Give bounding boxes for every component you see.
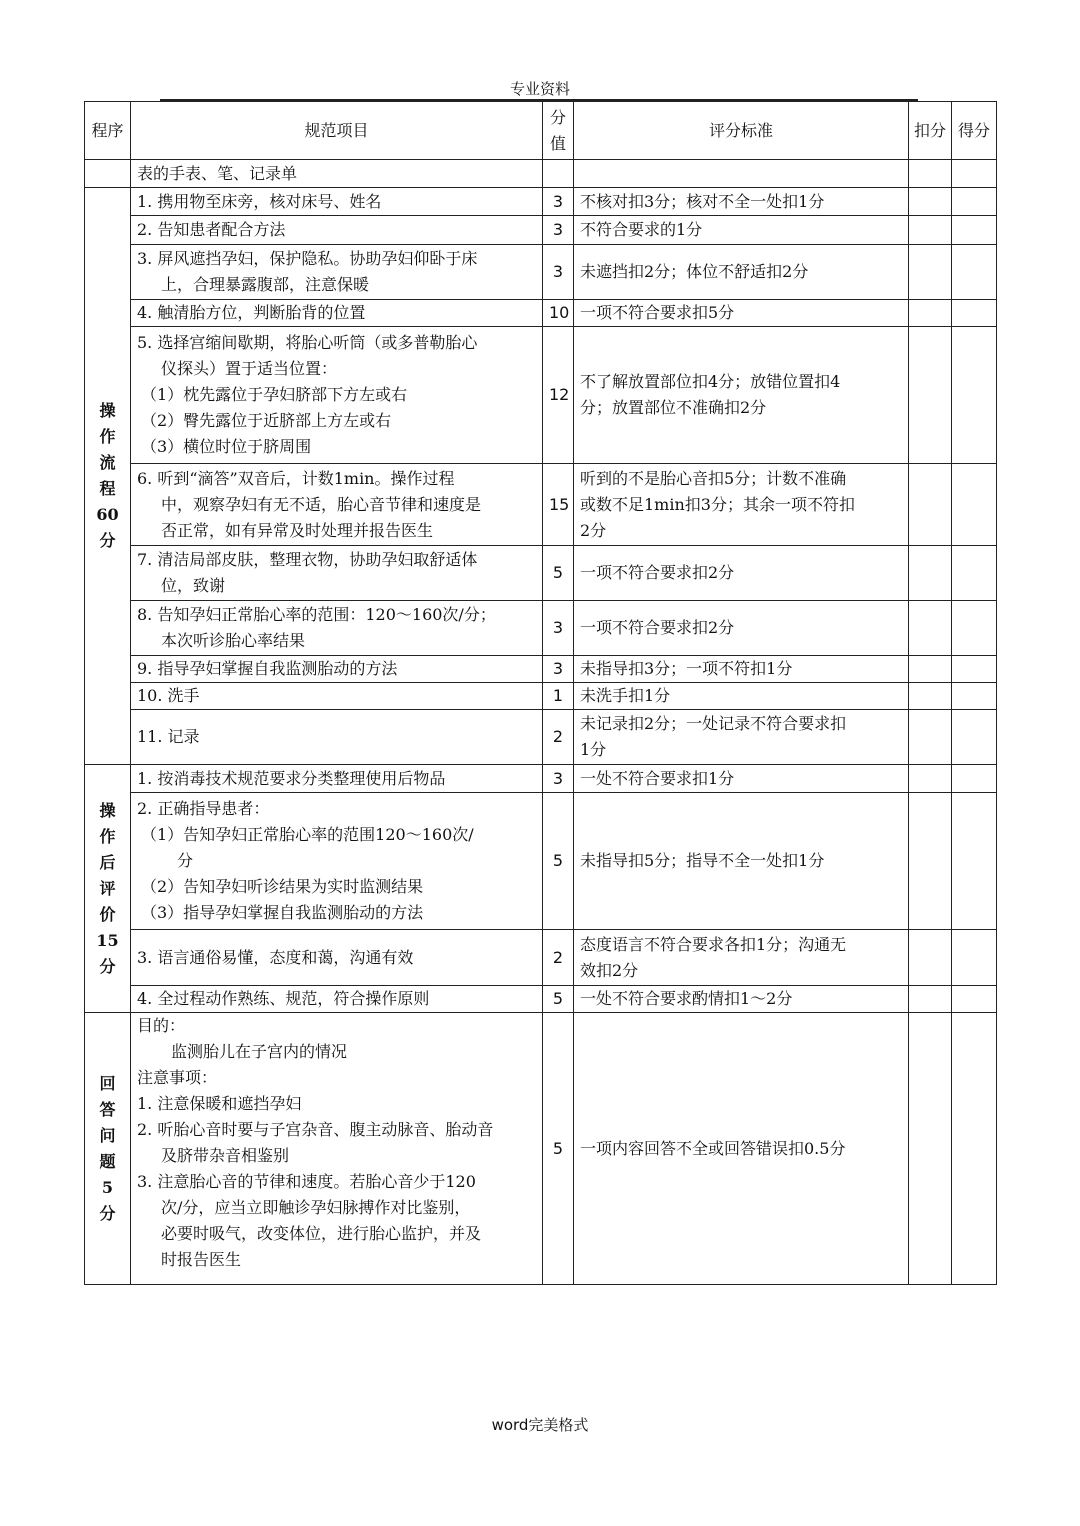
- get-cell: [952, 930, 997, 986]
- text-line: 分: [177, 851, 194, 870]
- get-cell: [952, 245, 997, 300]
- table-row: [85, 546, 997, 601]
- text-line: 态度语言不符合要求各扣1分；沟通无: [580, 934, 847, 954]
- table-row: [85, 1013, 997, 1285]
- item-cell: [131, 710, 543, 765]
- table-row: [85, 930, 997, 986]
- text-line: 1. 注意保暖和遮挡孕妇: [137, 1094, 302, 1113]
- continued-row: [85, 160, 997, 188]
- criteria-cell: [574, 793, 909, 930]
- text-line: 次/分，应当立即触诊孕妇脉搏作对比鉴别，: [161, 1198, 471, 1217]
- text-line: 7. 清洁局部皮肤，整理衣物，协助孕妇取舒适体: [137, 550, 478, 569]
- item-cell: [131, 986, 543, 1013]
- score-cell: 5: [543, 1013, 574, 1285]
- table-row: [85, 683, 997, 710]
- item-cell: [131, 930, 543, 986]
- score-cell: [543, 160, 574, 188]
- text-line: 1. 携用物至床旁，核对床号、姓名: [137, 191, 382, 211]
- text-line: 2. 听胎心音时要与子宫杂音、腹主动脉音、胎动音: [137, 1120, 494, 1139]
- section-answer-label: [85, 1013, 131, 1285]
- item-cell: [131, 464, 543, 546]
- get-cell: [952, 601, 997, 656]
- item-cell: [131, 601, 543, 656]
- get-cell: [952, 683, 997, 710]
- score-cell: 1: [543, 683, 574, 710]
- text-line: 8. 告知孕妇正常胎心率的范围：120～160次/分；: [137, 605, 496, 624]
- text-line: 或数不足1min扣3分；其余一项不符扣: [580, 494, 855, 514]
- criteria-cell: [574, 601, 909, 656]
- table-row: [85, 188, 997, 216]
- section-label-char: 后: [99, 852, 116, 872]
- table-row: [85, 710, 997, 765]
- section-label-char: 题: [99, 1151, 116, 1171]
- section-label-char: 评: [99, 878, 116, 898]
- text-line: 3. 注意胎心音的节律和速度。若胎心音少于120: [137, 1172, 476, 1191]
- text-line: 2分: [580, 520, 607, 540]
- score-cell: 5: [543, 986, 574, 1013]
- section-label-char: 作: [99, 427, 116, 446]
- text-line: 时报告医生: [161, 1250, 242, 1269]
- item-cell: [131, 216, 543, 245]
- criteria-cell: [574, 464, 909, 546]
- text-line: 仪探头）置于适当位置：: [161, 359, 338, 378]
- deduct-cell: [909, 160, 952, 188]
- deduct-cell: [909, 327, 952, 464]
- col-score: [543, 102, 574, 160]
- text-line: （1）告知孕妇正常胎心率的范围120～160次/: [141, 825, 474, 844]
- text-line: （2）臀先露位于近脐部上方左或右: [141, 411, 392, 430]
- text-line: 6. 听到“滴答”双音后，计数1min。操作过程: [137, 468, 455, 488]
- section-label-char: 程: [99, 479, 116, 498]
- col-item: 规范项目: [131, 102, 543, 160]
- score-cell: 2: [543, 930, 574, 986]
- criteria-cell: [574, 160, 909, 188]
- table-row: [85, 986, 997, 1013]
- item-cell: [131, 656, 543, 683]
- text-line: 11. 记录: [137, 727, 200, 746]
- deduct-cell: [909, 1013, 952, 1285]
- deduct-cell: [909, 546, 952, 601]
- table-row: [85, 601, 997, 656]
- section-label-char: 回: [99, 1073, 116, 1093]
- col-score-line1: 分: [549, 107, 566, 127]
- item-cell: [131, 765, 543, 793]
- criteria-cell: [574, 546, 909, 601]
- section-label-char: 作: [99, 826, 116, 846]
- score-cell: 3: [543, 656, 574, 683]
- criteria-cell: [574, 765, 909, 793]
- get-cell: [952, 710, 997, 765]
- criteria-cell: [574, 188, 909, 216]
- col-program: 程序: [85, 102, 131, 160]
- text-line: 本次听诊胎心率结果: [161, 631, 306, 650]
- text-line: 未指导扣5分；指导不全一处扣1分: [580, 851, 825, 870]
- header-row: [85, 102, 997, 160]
- text-line: 2. 告知患者配合方法: [137, 220, 286, 239]
- text-line: （3）指导孕妇掌握自我监测胎动的方法: [141, 903, 424, 922]
- item-cell: [131, 300, 543, 327]
- deduct-cell: [909, 656, 952, 683]
- text-line: 注意事项：: [137, 1068, 218, 1087]
- col-deduct: 扣分: [909, 102, 952, 160]
- deduct-cell: [909, 601, 952, 656]
- section-label-char: 流: [99, 453, 116, 472]
- score-cell: 2: [543, 710, 574, 765]
- get-cell: [952, 300, 997, 327]
- text-line: 听到的不是胎心音扣5分；计数不准确: [580, 468, 847, 488]
- text-line: 否正常，如有异常及时处理并报告医生: [161, 520, 434, 540]
- get-cell: [952, 160, 997, 188]
- score-cell: 3: [543, 765, 574, 793]
- criteria-cell: [574, 683, 909, 710]
- text-line: （2）告知孕妇听诊结果为实时监测结果: [141, 877, 424, 896]
- text-line: 未记录扣2分；一处记录不符合要求扣: [580, 714, 847, 733]
- text-line: 目的：: [137, 1016, 186, 1035]
- item-cell: [131, 683, 543, 710]
- text-line: 一处不符合要求酌情扣1～2分: [580, 989, 793, 1008]
- score-cell: 5: [543, 546, 574, 601]
- text-line: 上，合理暴露腹部，注意保暖: [161, 275, 370, 294]
- criteria-cell: [574, 656, 909, 683]
- section-label-char: 分: [99, 1203, 116, 1223]
- table-row: [85, 464, 997, 546]
- program-cell: [85, 160, 131, 188]
- get-cell: [952, 656, 997, 683]
- deduct-cell: [909, 216, 952, 245]
- text-line: （3）横位时位于脐周围: [141, 437, 312, 456]
- text-line: 未遮挡扣2分；体位不舒适扣2分: [580, 262, 809, 281]
- score-cell: 3: [543, 188, 574, 216]
- text-line: （1）枕先露位于孕妇脐部下方左或右: [141, 385, 408, 404]
- deduct-cell: [909, 986, 952, 1013]
- deduct-cell: [909, 765, 952, 793]
- criteria-cell: [574, 300, 909, 327]
- item-cell: [131, 546, 543, 601]
- get-cell: [952, 765, 997, 793]
- score-cell: 3: [543, 601, 574, 656]
- text-line: 未洗手扣1分: [580, 686, 671, 705]
- get-cell: [952, 327, 997, 464]
- score-cell: 15: [543, 464, 574, 546]
- criteria-cell: [574, 710, 909, 765]
- get-cell: [952, 546, 997, 601]
- text-line: 必要时吸气，改变体位，进行胎心监护，并及: [161, 1224, 482, 1243]
- text-line: 分；放置部位不准确扣2分: [580, 398, 767, 417]
- col-score-line2: 值: [549, 133, 566, 153]
- table-row: [85, 245, 997, 300]
- text-line: 2. 正确指导患者：: [137, 799, 270, 818]
- deduct-cell: [909, 188, 952, 216]
- section-operate-label: [85, 188, 131, 765]
- get-cell: [952, 793, 997, 930]
- section-label-char: 5: [101, 1177, 114, 1197]
- section-label-char: 操: [99, 401, 116, 420]
- col-criteria: 评分标准: [574, 102, 909, 160]
- score-cell: 10: [543, 300, 574, 327]
- item-cell: 表的手表、笔、记录单: [131, 160, 543, 188]
- deduct-cell: [909, 245, 952, 300]
- section-label-char: 60: [96, 505, 119, 524]
- item-cell: [131, 1013, 543, 1285]
- item-cell: [131, 327, 543, 464]
- text-line: 未指导扣3分；一项不符扣1分: [580, 659, 793, 678]
- col-get: 得分: [952, 102, 997, 160]
- text-line: 位，致谢: [161, 576, 226, 595]
- table-row: [85, 656, 997, 683]
- table-row: [85, 300, 997, 327]
- section-label-char: 15: [96, 930, 119, 950]
- item-cell: [131, 793, 543, 930]
- criteria-cell: [574, 930, 909, 986]
- criteria-cell: [574, 216, 909, 245]
- text-line: 1分: [580, 740, 607, 759]
- criteria-cell: [574, 1013, 909, 1285]
- text-line: 4. 全过程动作熟练、规范，符合操作原则: [137, 989, 430, 1008]
- table-row: [85, 765, 997, 793]
- get-cell: [952, 464, 997, 546]
- text-line: 9. 指导孕妇掌握自我监测胎动的方法: [137, 659, 398, 678]
- item-cell: [131, 188, 543, 216]
- section-label-char: 价: [99, 904, 116, 924]
- text-line: 不了解放置部位扣4分；放错位置扣4: [580, 372, 841, 391]
- text-line: 效扣2分: [580, 960, 639, 980]
- text-line: 不符合要求的1分: [580, 220, 703, 239]
- text-line: 一项不符合要求扣2分: [580, 618, 735, 637]
- get-cell: [952, 188, 997, 216]
- score-cell: 3: [543, 216, 574, 245]
- text-line: 监测胎儿在子宫内的情况: [171, 1042, 348, 1061]
- score-cell: 3: [543, 245, 574, 300]
- section-label-char: 问: [99, 1125, 116, 1145]
- get-cell: [952, 1013, 997, 1285]
- deduct-cell: [909, 683, 952, 710]
- section-label-char: 答: [99, 1099, 116, 1119]
- deduct-cell: [909, 793, 952, 930]
- score-cell: 12: [543, 327, 574, 464]
- deduct-cell: [909, 710, 952, 765]
- table-row: [85, 216, 997, 245]
- text-line: 一处不符合要求扣1分: [580, 768, 735, 788]
- section-label-char: 分: [99, 531, 116, 550]
- criteria-cell: [574, 986, 909, 1013]
- score-cell: 5: [543, 793, 574, 930]
- text-line: 3. 屏风遮挡孕妇，保护隐私。协助孕妇仰卧于床: [137, 249, 478, 268]
- criteria-cell: [574, 245, 909, 300]
- table-row: [85, 327, 997, 464]
- text-line: 10. 洗手: [137, 686, 200, 705]
- section-label-char: 操: [99, 800, 116, 820]
- text-line: 1. 按消毒技术规范要求分类整理使用后物品: [137, 768, 446, 788]
- get-cell: [952, 986, 997, 1013]
- criteria-cell: [574, 327, 909, 464]
- text-line: 一项不符合要求扣5分: [580, 303, 735, 322]
- text-line: 5. 选择宫缩间歇期，将胎心听筒（或多普勒胎心: [137, 333, 478, 352]
- text-line: 4. 触清胎方位，判断胎背的位置: [137, 303, 366, 322]
- section-after-label: [85, 765, 131, 1013]
- page-footer: word完美格式: [491, 1416, 589, 1434]
- get-cell: [952, 216, 997, 245]
- text-line: 一项不符合要求扣2分: [580, 563, 735, 582]
- deduct-cell: [909, 464, 952, 546]
- page-header: 专业资料: [509, 80, 570, 98]
- text-line: 一项内容回答不全或回答错误扣0.5分: [580, 1138, 846, 1158]
- text-line: 中，观察孕妇有无不适，胎心音节律和速度是: [161, 494, 482, 514]
- section-label-char: 分: [99, 956, 116, 976]
- text-line: 3. 语言通俗易懂，态度和蔼，沟通有效: [137, 947, 414, 967]
- deduct-cell: [909, 930, 952, 986]
- deduct-cell: [909, 300, 952, 327]
- text-line: 不核对扣3分；核对不全一处扣1分: [580, 191, 825, 211]
- scoring-table: [84, 101, 997, 1285]
- table-row: [85, 793, 997, 930]
- text-line: 及脐带杂音相鉴别: [161, 1146, 290, 1165]
- item-cell: [131, 245, 543, 300]
